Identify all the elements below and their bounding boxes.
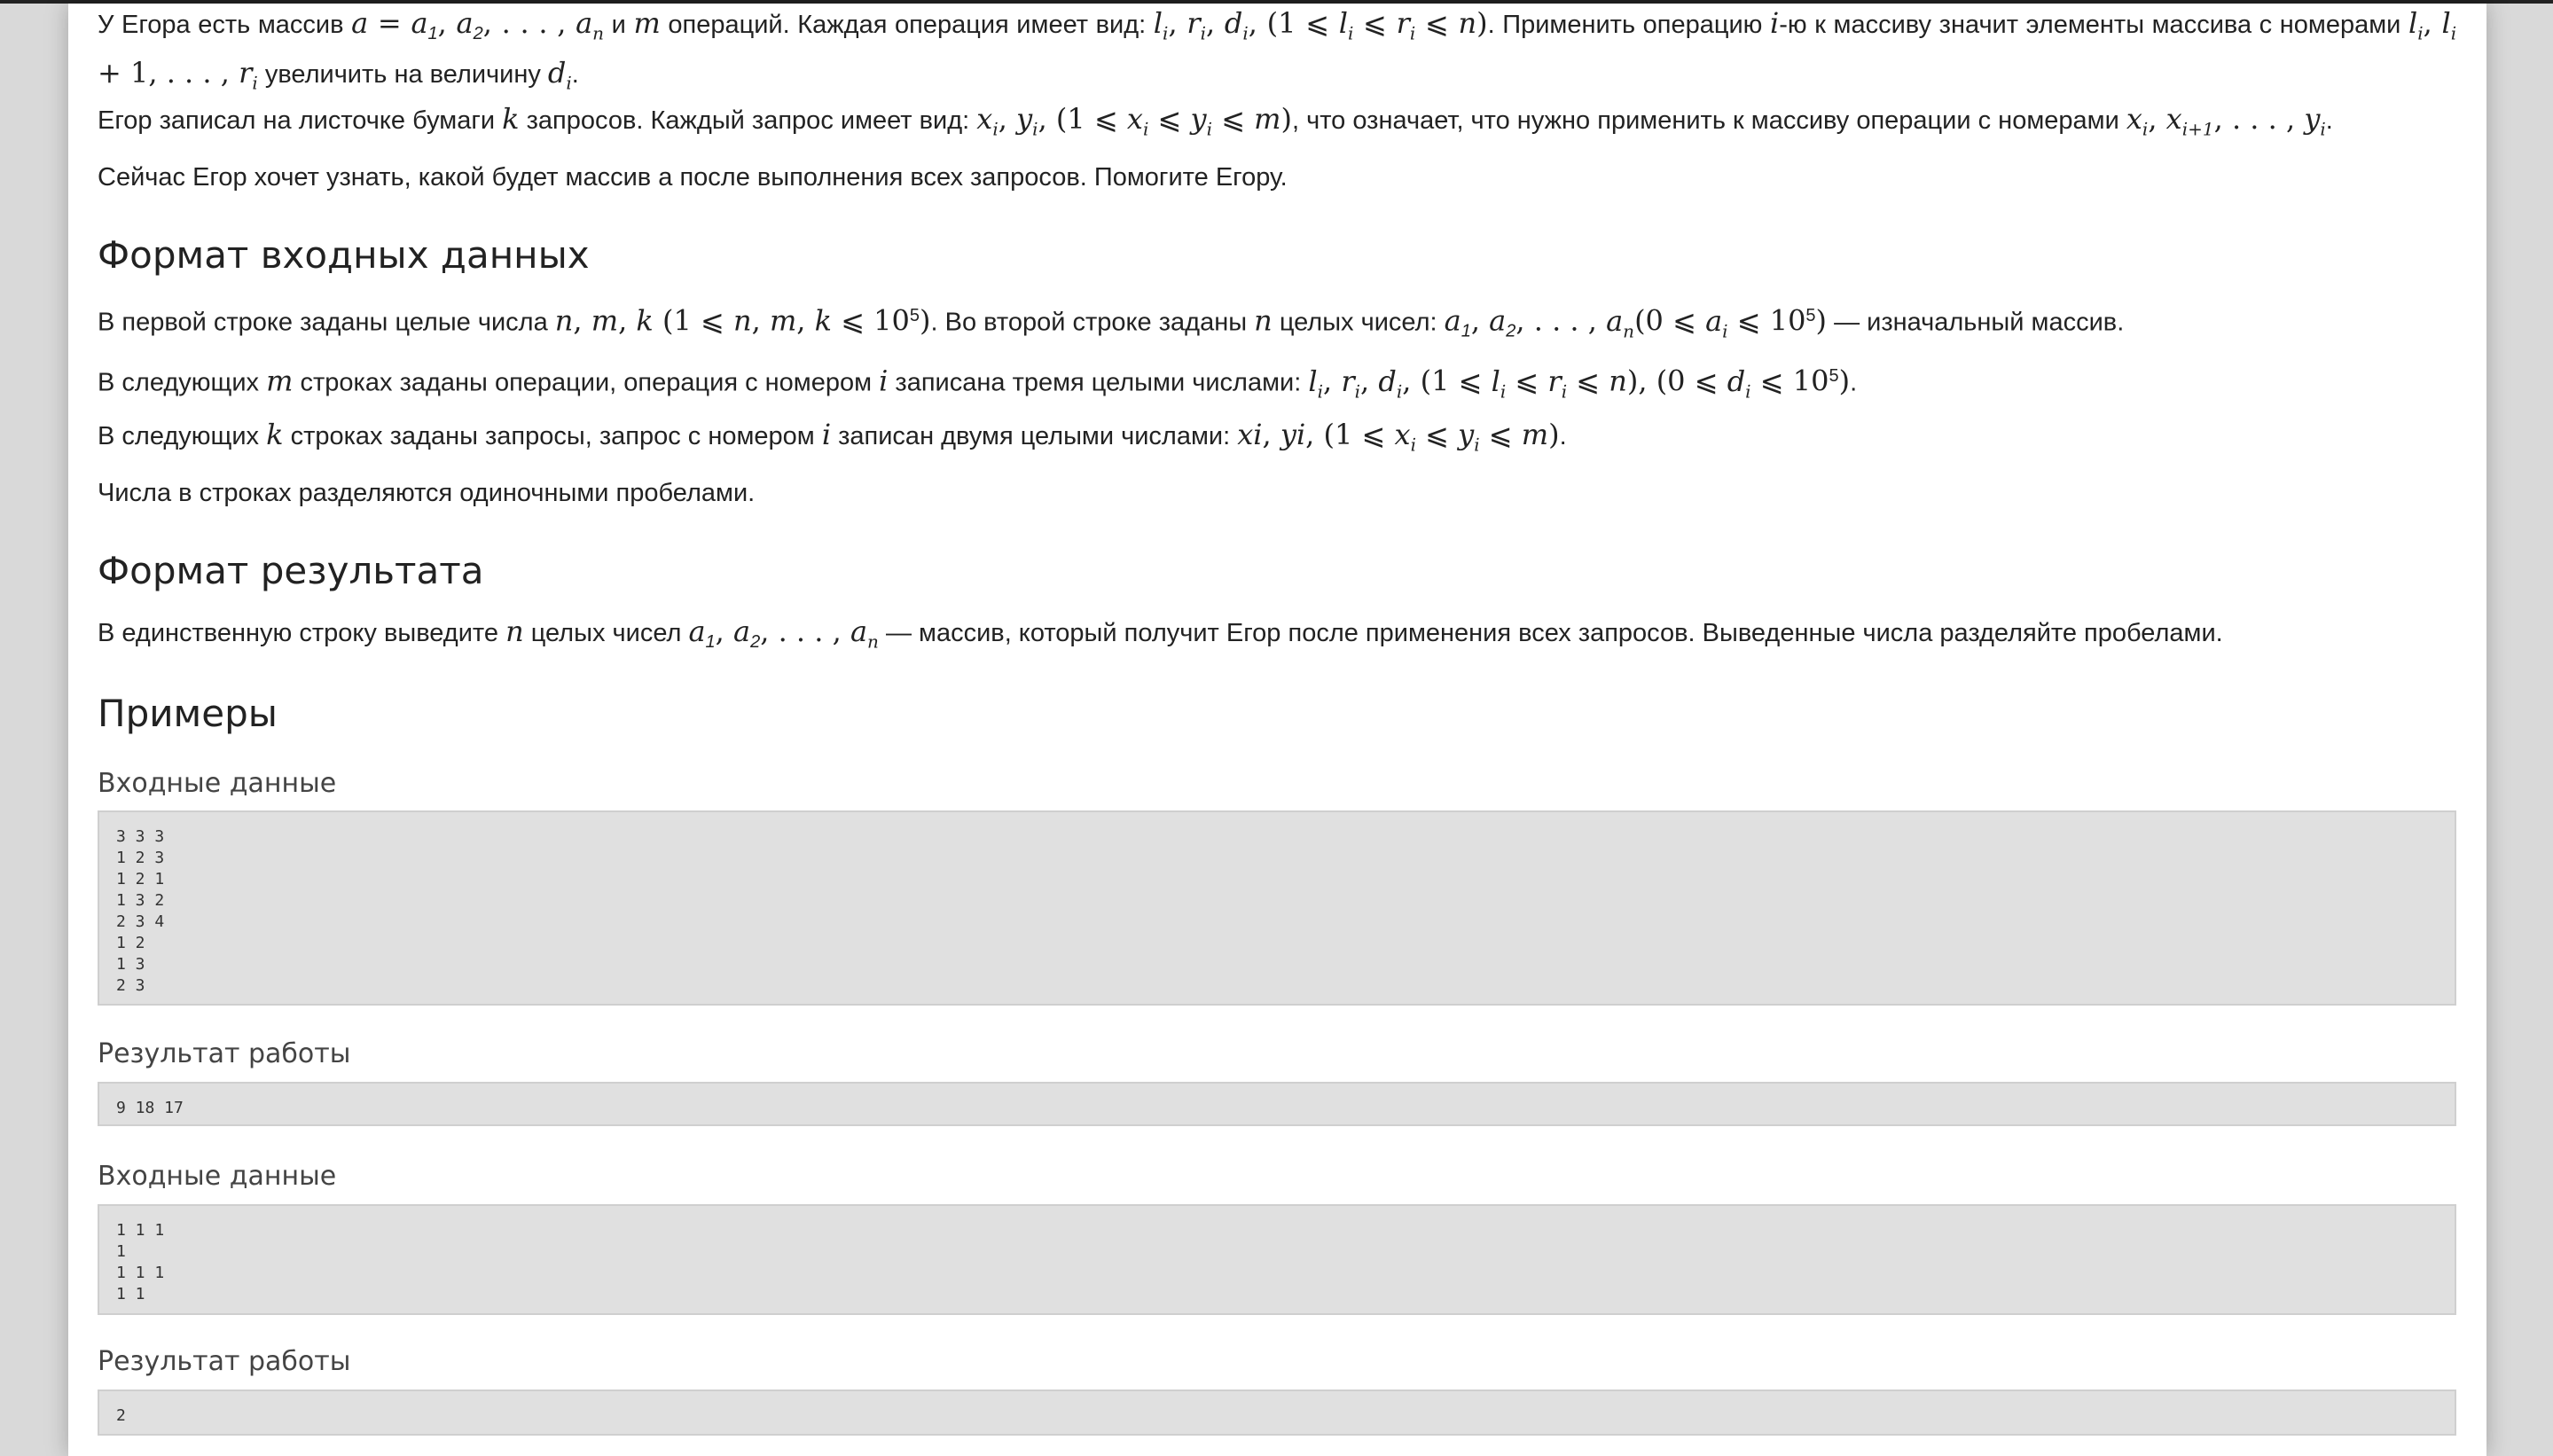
output-format-line-1: В единственную строку выведите n целых чисел $a_1$, $a_2$, . . . , $a_n$ — массив, который получит Егор после применения всех запросов. Выведенные числа разделяйте пробелами. [98,614,2223,653]
input-format-text: В следующих [98,422,260,450]
statement-text: . Применить операцию [1487,11,1763,39]
examples-heading: Примеры [98,692,278,735]
input-format-text: — изначальный массив. [1834,308,2125,337]
input-format-line-3: В следующих k строках заданы запросы, запрос с номером i записан двумя целыми числами: xi, yi, (1 ⩽ $x_i$ ⩽ $y_i$ ⩽ m). [98,418,1567,456]
output-format-text: — массив, который получит Егор после применения всех запросов. Выведенные числа разделяйте пробелами. [885,619,2223,647]
input-format-line-4: Числа в строках разделяются одиночными пробелами. [98,479,756,507]
example-2-output-label: Результат работы [98,1346,351,1377]
output-format-text: целых чисел [530,619,682,647]
example-1-input: 3 3 3 1 2 3 1 2 1 1 3 2 2 3 4 1 2 1 3 2 3 [98,810,2456,1006]
example-1-output-label: Результат работы [98,1038,351,1069]
example-1-output: 9 18 17 [98,1082,2456,1126]
output-format-text: В единственную строку выведите [98,619,498,647]
input-format-text: записан двумя целыми числами: [838,422,1231,450]
input-format-text: В первой строке заданы целые числа [98,308,548,337]
statement-text: запросов. Каждый запрос имеет вид: [526,106,970,135]
statement-text: , что означает, что нужно применить к массиву операции с номерами [1292,106,2119,135]
statement-text: У Егора есть массив [98,11,344,39]
example-2-input: 1 1 1 1 1 1 1 1 1 [98,1204,2456,1315]
input-format-line-1: В первой строке заданы целые числа n, m, k (1 ⩽ n, m, k ⩽ $10^5$). Во второй строке заданы n целых чисел: $a_1$, $a_2$, . . . , $a_n(0$ ⩽ $a_i$ ⩽ $10^5$) — изначальный массив. [98,303,2125,342]
input-format-text: строках заданы запросы, запрос с номером [290,422,815,450]
statement-text: операций. Каждая операция имеет вид: [668,11,1147,39]
example-2-output: 2 [98,1389,2456,1436]
input-format-heading: Формат входных данных [98,233,590,277]
statement-paragraph-3: Сейчас Егор хочет узнать, какой будет массив а после выполнения всех запросов. Помогите Егору. [98,163,1288,192]
output-format-heading: Формат результата [98,549,484,592]
statement-paragraph-1: У Егора есть массив $a = a_1$, $a_2$, . . . , $a_n$ и m операций. Каждая операция имеет вид: $l_i$, $r_i$, $d_i$, (1 ⩽ $l_i$ ⩽ $r_i$ ⩽ n). Применить операцию i-ю к массиву значит элементы массива с номерами $l_i$, $l_i + 1$, . . . , $r_i$ увеличить на величину $d_i$. [98,6,2457,94]
input-format-text: целых чисел: [1279,308,1437,337]
problem-page [68,4,2486,1456]
input-format-line-2: В следующих m строках заданы операции, операция с номером i записана тремя целыми числами: $l_i$, $r_i$, $d_i$, (1 ⩽ $l_i$ ⩽ $r_i$ ⩽ n), (0 ⩽ $d_i$ ⩽ $10^5$). [98,364,1858,403]
input-format-text: В следующих [98,368,260,397]
input-format-text: записана тремя целыми числами: [895,368,1302,397]
statement-text: и [611,11,626,39]
example-1-input-label: Входные данные [98,768,337,799]
statement-text: Егор записал на листочке бумаги [98,106,496,135]
input-format-text: . Во второй строке заданы [930,308,1248,337]
example-2-input-label: Входные данные [98,1161,337,1192]
statement-text: -ю к массиву значит элементы массива с номерами [1779,11,2401,39]
input-format-text: строках заданы операции, операция с номером [300,368,873,397]
statement-text: увеличить на величину [264,59,541,89]
statement-paragraph-2: Егор записал на листочке бумаги k запросов. Каждый запрос имеет вид: $x_i$, $y_i$, (1 ⩽ $x_i$ ⩽ $y_i$ ⩽ m), что означает, что нужно применить к массиву операции с номерами $x_i$, $x_{i+1}$, . . . , $y_i$. [98,102,2333,140]
